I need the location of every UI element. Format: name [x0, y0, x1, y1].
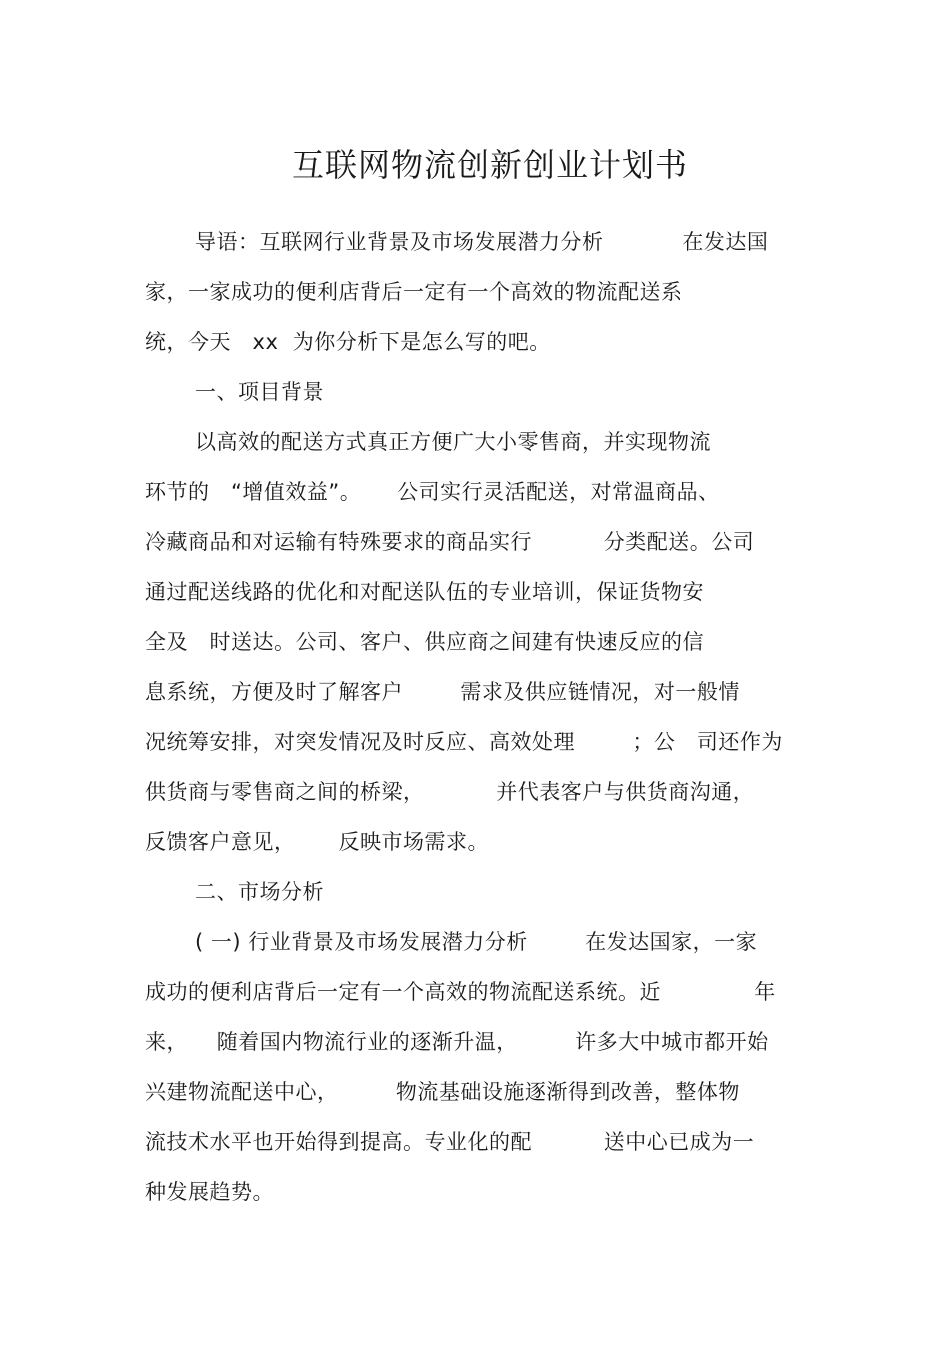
paragraph-line: 况统筹安排，对突发情况及时反应、高效处理 ；公 司还作为: [145, 730, 783, 754]
paragraph-line: 供货商与零售商之间的桥梁， 并代表客户与供货商沟通，: [145, 780, 755, 804]
paragraph-line: 冷藏商品和对运输有特殊要求的商品实行 分类配送。公司: [145, 530, 755, 554]
paragraph-line: 以高效的配送方式真正方便广大小零售商，并实现物流: [195, 430, 711, 454]
paragraph-line: 统，今天 xx 为你分析下是怎么写的吧。: [145, 330, 551, 354]
paragraph-line: 成功的便利店背后一定有一个高效的物流配送系统。近 年: [145, 980, 776, 1004]
paragraph-line: 反馈客户意见， 反映市场需求。: [145, 830, 490, 854]
document-title: 互联网物流创新创业计划书: [291, 146, 688, 185]
paragraph-line: 种发展趋势。: [145, 1180, 274, 1204]
paragraph-line: 兴建物流配送中心， 物流基础设施逐渐得到改善，整体物: [145, 1080, 740, 1104]
paragraph-line: 流技术水平也开始得到提高。专业化的配 送中心已成为一: [145, 1130, 755, 1154]
paragraph-line: 家，一家成功的便利店背后一定有一个高效的物流配送系: [145, 280, 683, 304]
paragraph-line: 导语：互联网行业背景及市场发展潜力分析 在发达国: [195, 230, 769, 254]
paragraph-line: 环节的 “增值效益”。 公司实行灵活配送，对常温商品、: [145, 480, 720, 504]
paragraph-line: 来， 随着国内物流行业的逐渐升温， 许多大中城市都开始: [145, 1030, 769, 1054]
paragraph-line: ( 一) 行业背景及市场发展潜力分析 在发达国家，一家: [195, 930, 758, 954]
section-heading: 二、市场分析: [195, 880, 324, 904]
section-heading: 一、项目背景: [195, 380, 324, 404]
paragraph-line: 通过配送线路的优化和对配送队伍的专业培训，保证货物安: [145, 580, 704, 604]
paragraph-line: 全及 时送达。公司、客户、供应商之间建有快速反应的信: [145, 630, 705, 654]
paragraph-line: 息系统，方便及时了解客户 需求及供应链情况，对一般情: [145, 680, 740, 704]
